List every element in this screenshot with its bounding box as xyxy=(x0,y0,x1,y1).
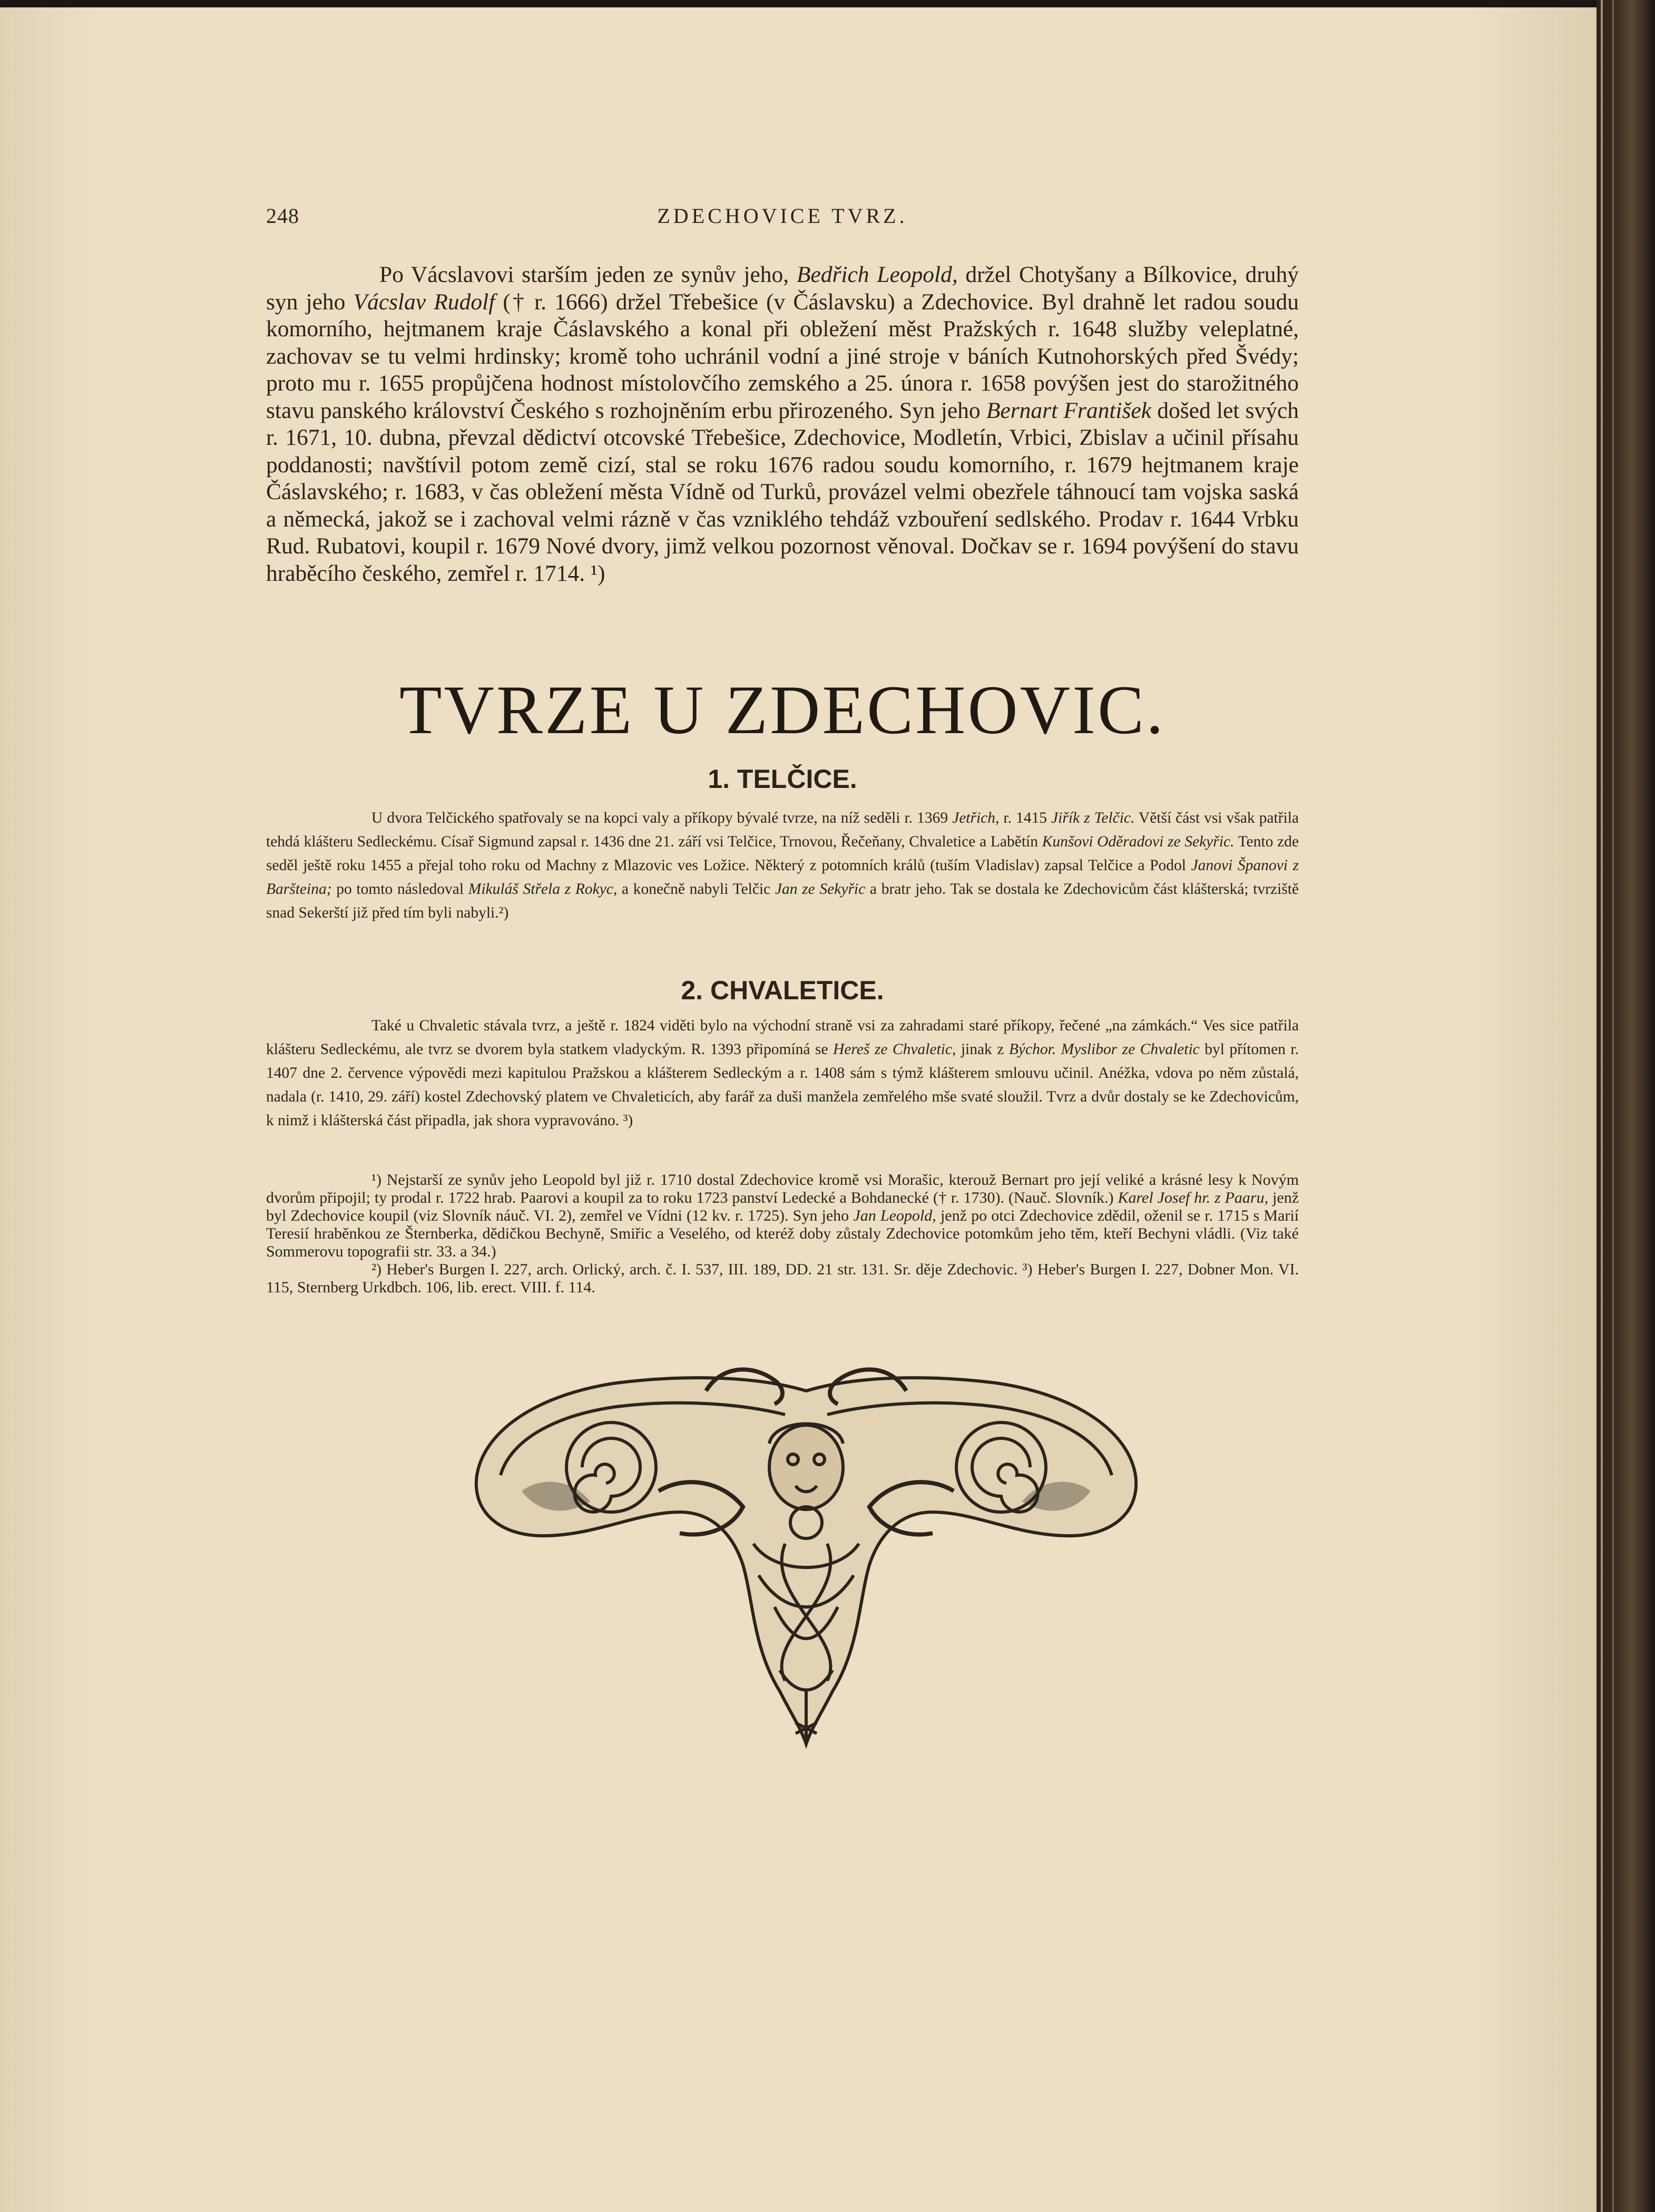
s1-text-5: po tomto následoval xyxy=(331,881,468,898)
intro-text-2: držel Chotyšany a Bílkovice, druhý syn jeho xyxy=(266,262,1299,315)
s1-name-3: Kunšovi Oděradovi ze Sekyřic. xyxy=(1042,833,1235,850)
s2-text-2: jinak z xyxy=(956,1041,1009,1058)
fn1-text-3: jenž po otci Zdechovice zdědil, oženil se r. 1715 s Marií Teresií hraběnkou ze Šternberka, dědičkou Bechyně, Smiřic a Veselého, od kteréž doby zůstaly Zdechovice potomkům jeho těm, kteří Bechyni vládli. (Viz také Sommerovu topografii str. 33. a 34.) xyxy=(266,1207,1299,1260)
s1-text-3: Větší část vsi však patřila tehdá klášteru Sedleckému. Císař Sigmund zapsal r. 1436 dne 21. září vsi Telčice, Trnovou, Řečeňany, Chvaletice a Labětín xyxy=(266,810,1299,850)
fn1-text-1: ¹) Nejstarší ze synův jeho Leopold byl již r. 1710 dostal Zdechovice kromě vsi Morašic, kterouž Bernart pro její veliké a krásné lesy k Novým dvorům připojil; ty prodal r. 1722 hrab. Paarovi a koupil za to roku 1723 panství Ledecké a Bohdanecké († r. 1730). (Nauč. Slovník.) xyxy=(266,1171,1299,1206)
book-edge xyxy=(1597,0,1655,2212)
section-text-telcice xyxy=(266,806,1299,925)
s1-name-6: Jan ze Sekyřic xyxy=(775,881,866,898)
s2-name-2: Býchor. Myslibor ze Chvaletic xyxy=(1008,1041,1200,1058)
edge-strip-inner xyxy=(1612,0,1614,2212)
s1-name-1: Jetřich, xyxy=(952,810,1000,826)
running-head: ZDECHOVICE TVRZ. xyxy=(657,204,908,228)
section-heading-telcice: 1. TELČICE. xyxy=(708,764,857,794)
s1-name-4: Janovi Španovi z Baršteina; xyxy=(266,857,1299,898)
section-heading-chvaletice: 2. CHVALETICE. xyxy=(681,976,884,1005)
page-header xyxy=(266,203,1299,240)
s1-text-7: a bratr jeho. Tak se dostala ke Zdechovicům část klášterská; tvrziště snad Sekerští již před tím byli nabyli.²) xyxy=(266,881,1299,921)
footnote-2-3: ²) Heber's Burgen I. 227, arch. Orlický, arch. č. I. 537, III. 189, DD. 21 str. 131. Sr. děje Zdechovic. ³) Heber's Burgen I. 227, Dobner Mon. VI. 115, Sternberg Urkdbch. 106, lib. erect. VIII. f. 114. xyxy=(266,1261,1299,1296)
edge-strip xyxy=(1601,0,1603,2212)
fn1-name-2: Jan Leopold, xyxy=(853,1207,936,1224)
s1-text-2: r. 1415 xyxy=(999,810,1052,826)
intro-name-bernart: Bernart František xyxy=(986,397,1152,423)
s1-text-4: Tento zde seděl ještě roku 1455 a přejal toho roku od Machny z Mlazovic ves Ložice. Některý z potomních králů (tuším Vladislav) zapsal Telčice a Podol xyxy=(266,833,1299,874)
chapter-title: TVRZE U ZDECHOVIC. xyxy=(399,671,1166,748)
page-number: 248 xyxy=(266,204,299,228)
fn1-text-2: jenž byl Zdechovice koupil (viz Slovník náuč. VI. 2), zemřel ve Vídni (12 kv. r. 1725). Syn jeho xyxy=(266,1189,1299,1224)
footnote-1 xyxy=(266,1171,1299,1261)
intro-text-1: Po Vácslavovi starším jeden ze synův jeho, xyxy=(379,262,797,287)
s1-text-1: U dvora Telčického spatřovaly se na kopci valy a příkopy bývalé tvrze, na níž seděli r. 1369 xyxy=(371,810,953,826)
s1-text-6: a konečně nabyli Telčic xyxy=(617,881,775,898)
intro-name-vaclav: Vácslav Rudolf xyxy=(353,289,495,315)
intro-name-bedrich: Bedřich Leopold, xyxy=(796,262,958,287)
s2-text-1: Také u Chvaletic stávala tvrz, a ještě r. 1824 viděti bylo na východní straně vsi za zahradami staré příkopy, řečené „na zámkách.“ Ves sice patřila klášteru Sedleckému, ale tvrz se dvorem byla statkem vladyckým. R. 1393 připomíná se xyxy=(266,1017,1299,1058)
intro-paragraph xyxy=(266,261,1299,587)
fn1-name-1: Karel Josef hr. z Paaru, xyxy=(1118,1189,1269,1206)
intro-text-4: došed let svých r. 1671, 10. dubna, převzal dědictví otcovské Třebešice, Zdechovice, Modletín, Vrbici, Zbislav a učinil přísahu poddanosti; navštívil potom země cizí, stal se roku 1676 radou soudu komorního, r. 1679 hejtmanem kraje Čáslavského; r. 1683, v čas obležení města Vídně od Turků, provázel velmi obezřele táhnoucí tam vojska saská a německá, jakož se i zachoval velmi rázně v čas vzniklého tehdáž vzbouření sedlského. Prodav r. 1644 Vrbku Rud. Rubatovi, koupil r. 1679 Nové dvory, jimž velkou pozornost věnoval. Dočkav se r. 1694 povýšení do stavu hraběcího českého, zemřel r. 1714. ¹) xyxy=(266,397,1299,586)
intro-text-3: († r. 1666) držel Třebešice (v Čáslavsku) a Zdechovice. Byl drahně let radou soudu komorního, hejtmanem kraje Čáslavského a konal při obležení měst Pražských r. 1648 služby veleplatné, zachovav se tu velmi hrdinsky; kromě toho uchránil vodní a jiné stroje v báních Kutnohorských před Švédy; proto mu r. 1655 propůjčena hodnost místolovčího zemského a 25. února r. 1658 povýšen jest do starožitného stavu panského království Českého s rozhojněním erbu přirozeného. Syn jeho xyxy=(266,289,1299,423)
section-text-chvaletice xyxy=(266,1014,1299,1133)
s2-name-1: Hereš ze Chvaletic, xyxy=(833,1041,956,1058)
s2-text-3: byl přítomen r. 1407 dne 2. července výpovědi mezi kapitulou Pražskou a klášterem Sedleckým a r. 1408 sám s týmž klášterem smlouvu učinil. Anéžka, vdova po něm zůstalá, nadala (r. 1410, 29. září) kostel Zdechovský platem ve Chvaleticích, aby farář za duši manžela zemřelého mše svaté sloužil. Tvrz a dvůr dostaly se ke Zdechovicům, k nimž i klášterská část připadla, jak shora vypravováno. ³) xyxy=(266,1041,1299,1129)
book-page xyxy=(0,7,1597,2212)
s1-name-5: Mikuláš Střela z Rokyc, xyxy=(468,881,618,898)
s1-name-2: Jiřík z Telčic. xyxy=(1051,810,1135,826)
ornament-vignette-icon xyxy=(458,1354,1154,1755)
